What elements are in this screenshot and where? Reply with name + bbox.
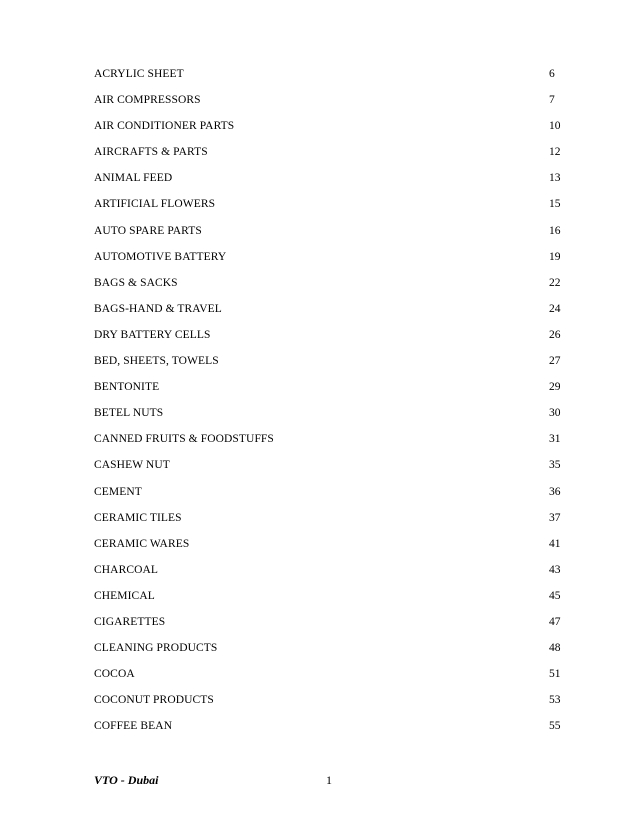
toc-entry <box>94 691 564 717</box>
toc-entry-label: DRY BATTERY CELLS <box>94 328 211 341</box>
toc-entry-label: BETEL NUTS <box>94 407 164 420</box>
toc-entry-page-number: 43 <box>549 563 561 576</box>
toc-entry-page-number: 53 <box>549 694 561 707</box>
toc-entry-label: CANNED FRUITS & FOODSTUFFS <box>94 433 274 446</box>
toc-entry-page-number: 24 <box>549 302 561 315</box>
footer-organization: VTO - Dubai <box>94 773 159 787</box>
toc-entry <box>94 587 564 613</box>
toc-entry-page-number: 16 <box>549 224 561 237</box>
toc-entry-page-number: 55 <box>549 720 561 733</box>
toc-entry-page-number: 36 <box>549 485 561 498</box>
toc-entry-page-number: 51 <box>549 668 561 681</box>
toc-entry <box>94 404 564 430</box>
toc-entry <box>94 430 564 456</box>
footer-page-number: 1 <box>326 773 332 787</box>
toc-entry-label: CIGARETTES <box>94 615 166 628</box>
toc-entry-label: ANIMAL FEED <box>94 172 173 185</box>
toc-entry-page-number: 19 <box>549 250 561 263</box>
toc-entry-label: BAGS & SACKS <box>94 276 178 289</box>
toc-entry-page-number: 45 <box>549 589 561 602</box>
toc-entry-page-number: 37 <box>549 511 561 524</box>
toc-entry-page-number: 47 <box>549 615 561 628</box>
toc-entry <box>94 509 564 535</box>
page-footer <box>94 771 564 789</box>
toc-entry-label: ARTIFICIAL FLOWERS <box>94 198 216 211</box>
toc-entry-label: CEMENT <box>94 485 142 498</box>
toc-entry-label: AUTOMOTIVE BATTERY <box>94 250 227 263</box>
toc-entry <box>94 483 564 509</box>
toc-entry-label: BED, SHEETS, TOWELS <box>94 355 219 368</box>
toc-entry-label: COCOA <box>94 668 135 681</box>
toc-entry <box>94 535 564 561</box>
toc-entry-label: COFFEE BEAN <box>94 720 173 733</box>
toc-entry-label: CERAMIC WARES <box>94 537 190 550</box>
toc-entry-page-number: 35 <box>549 459 561 472</box>
toc-entry-page-number: 12 <box>549 146 561 159</box>
toc-entry-label: CHEMICAL <box>94 589 155 602</box>
toc-entry <box>94 639 564 665</box>
toc-entry-page-number: 31 <box>549 433 561 446</box>
toc-entry <box>94 143 564 169</box>
toc-entry-label: AUTO SPARE PARTS <box>94 224 202 237</box>
table-of-contents <box>94 65 564 743</box>
toc-entry <box>94 456 564 482</box>
toc-entry-page-number: 7 <box>549 94 555 107</box>
toc-entry-label: BENTONITE <box>94 381 160 394</box>
toc-entry <box>94 717 564 743</box>
toc-entry <box>94 326 564 352</box>
toc-entry <box>94 274 564 300</box>
toc-entry-page-number: 15 <box>549 198 561 211</box>
toc-entry <box>94 300 564 326</box>
toc-entry-page-number: 22 <box>549 276 561 289</box>
toc-entry <box>94 352 564 378</box>
toc-entry <box>94 248 564 274</box>
toc-entry-page-number: 6 <box>549 68 555 80</box>
toc-entry <box>94 613 564 639</box>
toc-entry-page-number: 10 <box>549 120 561 133</box>
toc-entry-label: AIR COMPRESSORS <box>94 94 201 107</box>
toc-entry-label: CASHEW NUT <box>94 459 170 472</box>
toc-entry-label: AIR CONDITIONER PARTS <box>94 120 235 133</box>
toc-entry <box>94 117 564 143</box>
toc-entry <box>94 222 564 248</box>
toc-entry-page-number: 30 <box>549 407 561 420</box>
toc-entry <box>94 378 564 404</box>
toc-entry-page-number: 41 <box>549 537 561 550</box>
toc-entry <box>94 91 564 117</box>
toc-entry-label: BAGS-HAND & TRAVEL <box>94 302 222 315</box>
toc-entry-label: ACRYLIC SHEET <box>94 68 184 80</box>
toc-entry-page-number: 48 <box>549 642 561 655</box>
toc-entry <box>94 561 564 587</box>
toc-entry <box>94 169 564 195</box>
toc-entry-label: COCONUT PRODUCTS <box>94 694 214 707</box>
toc-entry-label: AIRCRAFTS & PARTS <box>94 146 208 159</box>
toc-entry-page-number: 13 <box>549 172 561 185</box>
toc-entry <box>94 195 564 221</box>
toc-entry-page-number: 29 <box>549 381 561 394</box>
toc-entry <box>94 65 564 91</box>
toc-entry-page-number: 27 <box>549 355 561 368</box>
toc-entry-label: CHARCOAL <box>94 563 159 576</box>
toc-entry-page-number: 26 <box>549 328 561 341</box>
toc-entry-label: CERAMIC TILES <box>94 511 182 524</box>
toc-entry <box>94 665 564 691</box>
toc-entry-label: CLEANING PRODUCTS <box>94 642 218 655</box>
